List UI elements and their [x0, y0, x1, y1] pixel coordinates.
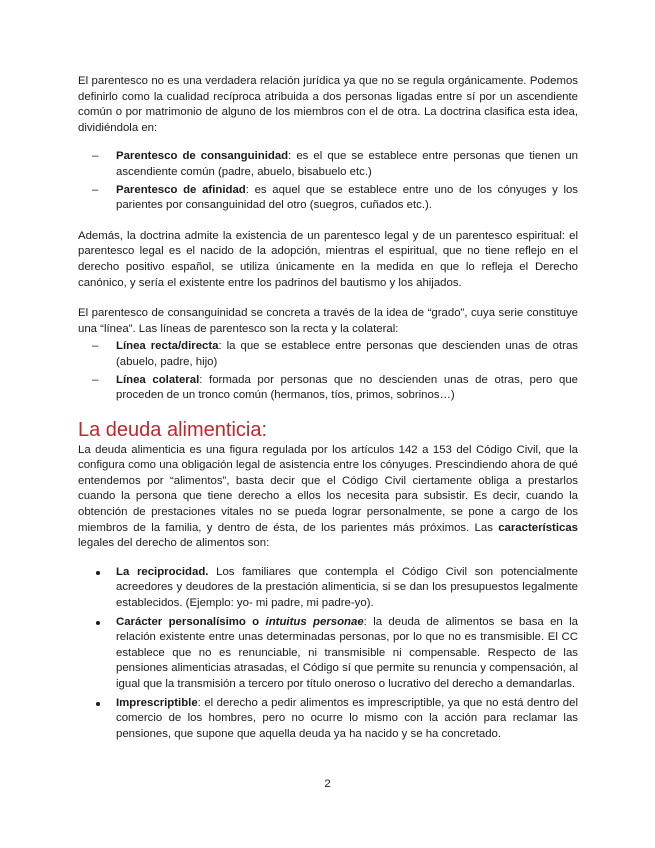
paragraph-text: legales del derecho de alimentos son:: [78, 537, 270, 550]
term-consanguinidad: Parentesco de consanguinidad: [116, 150, 289, 163]
page-number: 2: [324, 778, 331, 790]
paragraph-grado-linea: El parentesco de consanguinidad se concreta a través de la idea de “grado”, cuya serie constituye una “línea”. Las líneas de parentesco son la recta y la colateral:: [78, 307, 578, 335]
list-item: [78, 373, 578, 404]
list-item: [78, 183, 578, 214]
dash-marker: –: [92, 373, 99, 386]
dash-marker: –: [92, 183, 99, 196]
list-parentesco-types: [78, 149, 578, 213]
term-linea-recta: Línea recta/directa: [116, 340, 219, 353]
term-description: : la que se establece entre personas que descienden unas de otras (abuelo, padre, hijo): [116, 340, 578, 368]
bullet-icon: [96, 702, 100, 706]
term-description: : el derecho a pedir alimentos es imprescriptible, ya que no está dentro del comercio de los hombres, pero no ocurre lo mismo con la acción para reclamar las pensiones, que supone que aquella deuda ya ha nacido y se ha concretado.: [116, 696, 578, 740]
term-description: : es el que se establece entre personas que tienen un ascendiente común (padre, abuelo, bisabuelo etc.): [116, 150, 578, 178]
paragraph-parentesco-intro: El parentesco no es una verdadera relación jurídica ya que no se regula orgánicamente. Podemos definirlo como la cualidad recíproca atribuida a dos personas ligadas entre sí por un ascendiente común o por matrimonio de alguno de los miembros con el de otra. La doctrina clasifica esta idea, dividiéndola en:: [78, 75, 578, 134]
bullet-icon: [96, 571, 100, 575]
term-linea-colateral: Línea colateral: [116, 373, 200, 386]
document-page: [78, 74, 578, 742]
paragraph-parentesco-legal-espiritual: Además, la doctrina admite la existencia de un parentesco legal y de un parentesco espiritual: el parentesco legal es el nacido de la adopción, mientras el espiritual, que no tiene reflejo en el derecho positivo español, se utiliza únicamente en la medida en que lo refleja el Derecho canónico, y sería el existente entre los padrinos del bautismo y los ahijados.: [78, 229, 578, 289]
dash-marker: –: [92, 340, 99, 353]
dash-marker: –: [92, 150, 99, 163]
term-caracter-personalisimo: Carácter personalísimo o: [116, 615, 260, 628]
list-lineas: [78, 339, 578, 403]
term-afinidad: Parentesco de afinidad: [116, 183, 246, 196]
bullet-icon: [96, 621, 100, 625]
paragraph-text: La deuda alimenticia es una figura regulada por los artículos 142 a 153 del Código Civil, que la configura como una obligación legal de asistencia entre los cónyuges. Prescindiendo ahora de qué entendemos por “alimentos”, basta decir que el Código Civil ciertamente obliga a prestarlos cuando la persona que tiene derecho a ellos los necesita para subsistir. Es decir, cuando la obtención de prestaciones vitales no se pueda lograr personalmente, se pone a cargo de los miembros de la familia, y dentro de ésta, de los parientes más próximos. Las: [78, 443, 578, 534]
term-caracteristicas: características: [498, 521, 578, 534]
term-description: : la deuda de alimentos se basa en la relación existente entre unas determinadas personas, por lo que no es transmisible. El CC establece que no es renunciable, ni transmisible ni compensable. Respecto de las pensiones alimenticias atrasadas, el Código sí que permite su renuncia y compensación, al igual que la transmisión a tercero por título oneroso o lucrativo del derecho a demandarlas.: [116, 615, 578, 690]
term-description: : formada por personas que no descienden unas de otras, pero que proceden de un tronco común (hermanos, tíos, primos, sobrinos…): [116, 373, 578, 402]
list-caracteristicas: [78, 565, 578, 743]
term-reciprocidad: reciprocidad.: [136, 565, 209, 578]
term-intuitus-personae: intuitus personae: [265, 615, 364, 628]
term-lead: La: [116, 565, 130, 578]
paragraph-deuda-alimenticia: [78, 443, 578, 552]
term-description: Los familiares que contempla el Código Civil son potencialmente acreedores y deudores de la prestación alimenticia, si se dan los presupuestos legalmente establecidos. (Ejemplo: yo- mi padre, mi padre-yo).: [116, 565, 578, 610]
term-description: : es aquel que se establece entre uno de los cónyuges y los parientes por consanguinidad del otro (suegros, cuñados etc.).: [116, 183, 579, 212]
list-item: [78, 339, 578, 370]
term-imprescriptible: Imprescriptible: [116, 696, 198, 709]
list-item: [78, 696, 578, 743]
list-item: [78, 565, 578, 612]
list-item: [78, 615, 578, 693]
list-item: [78, 149, 578, 180]
section-heading: La deuda alimenticia:: [78, 418, 268, 441]
